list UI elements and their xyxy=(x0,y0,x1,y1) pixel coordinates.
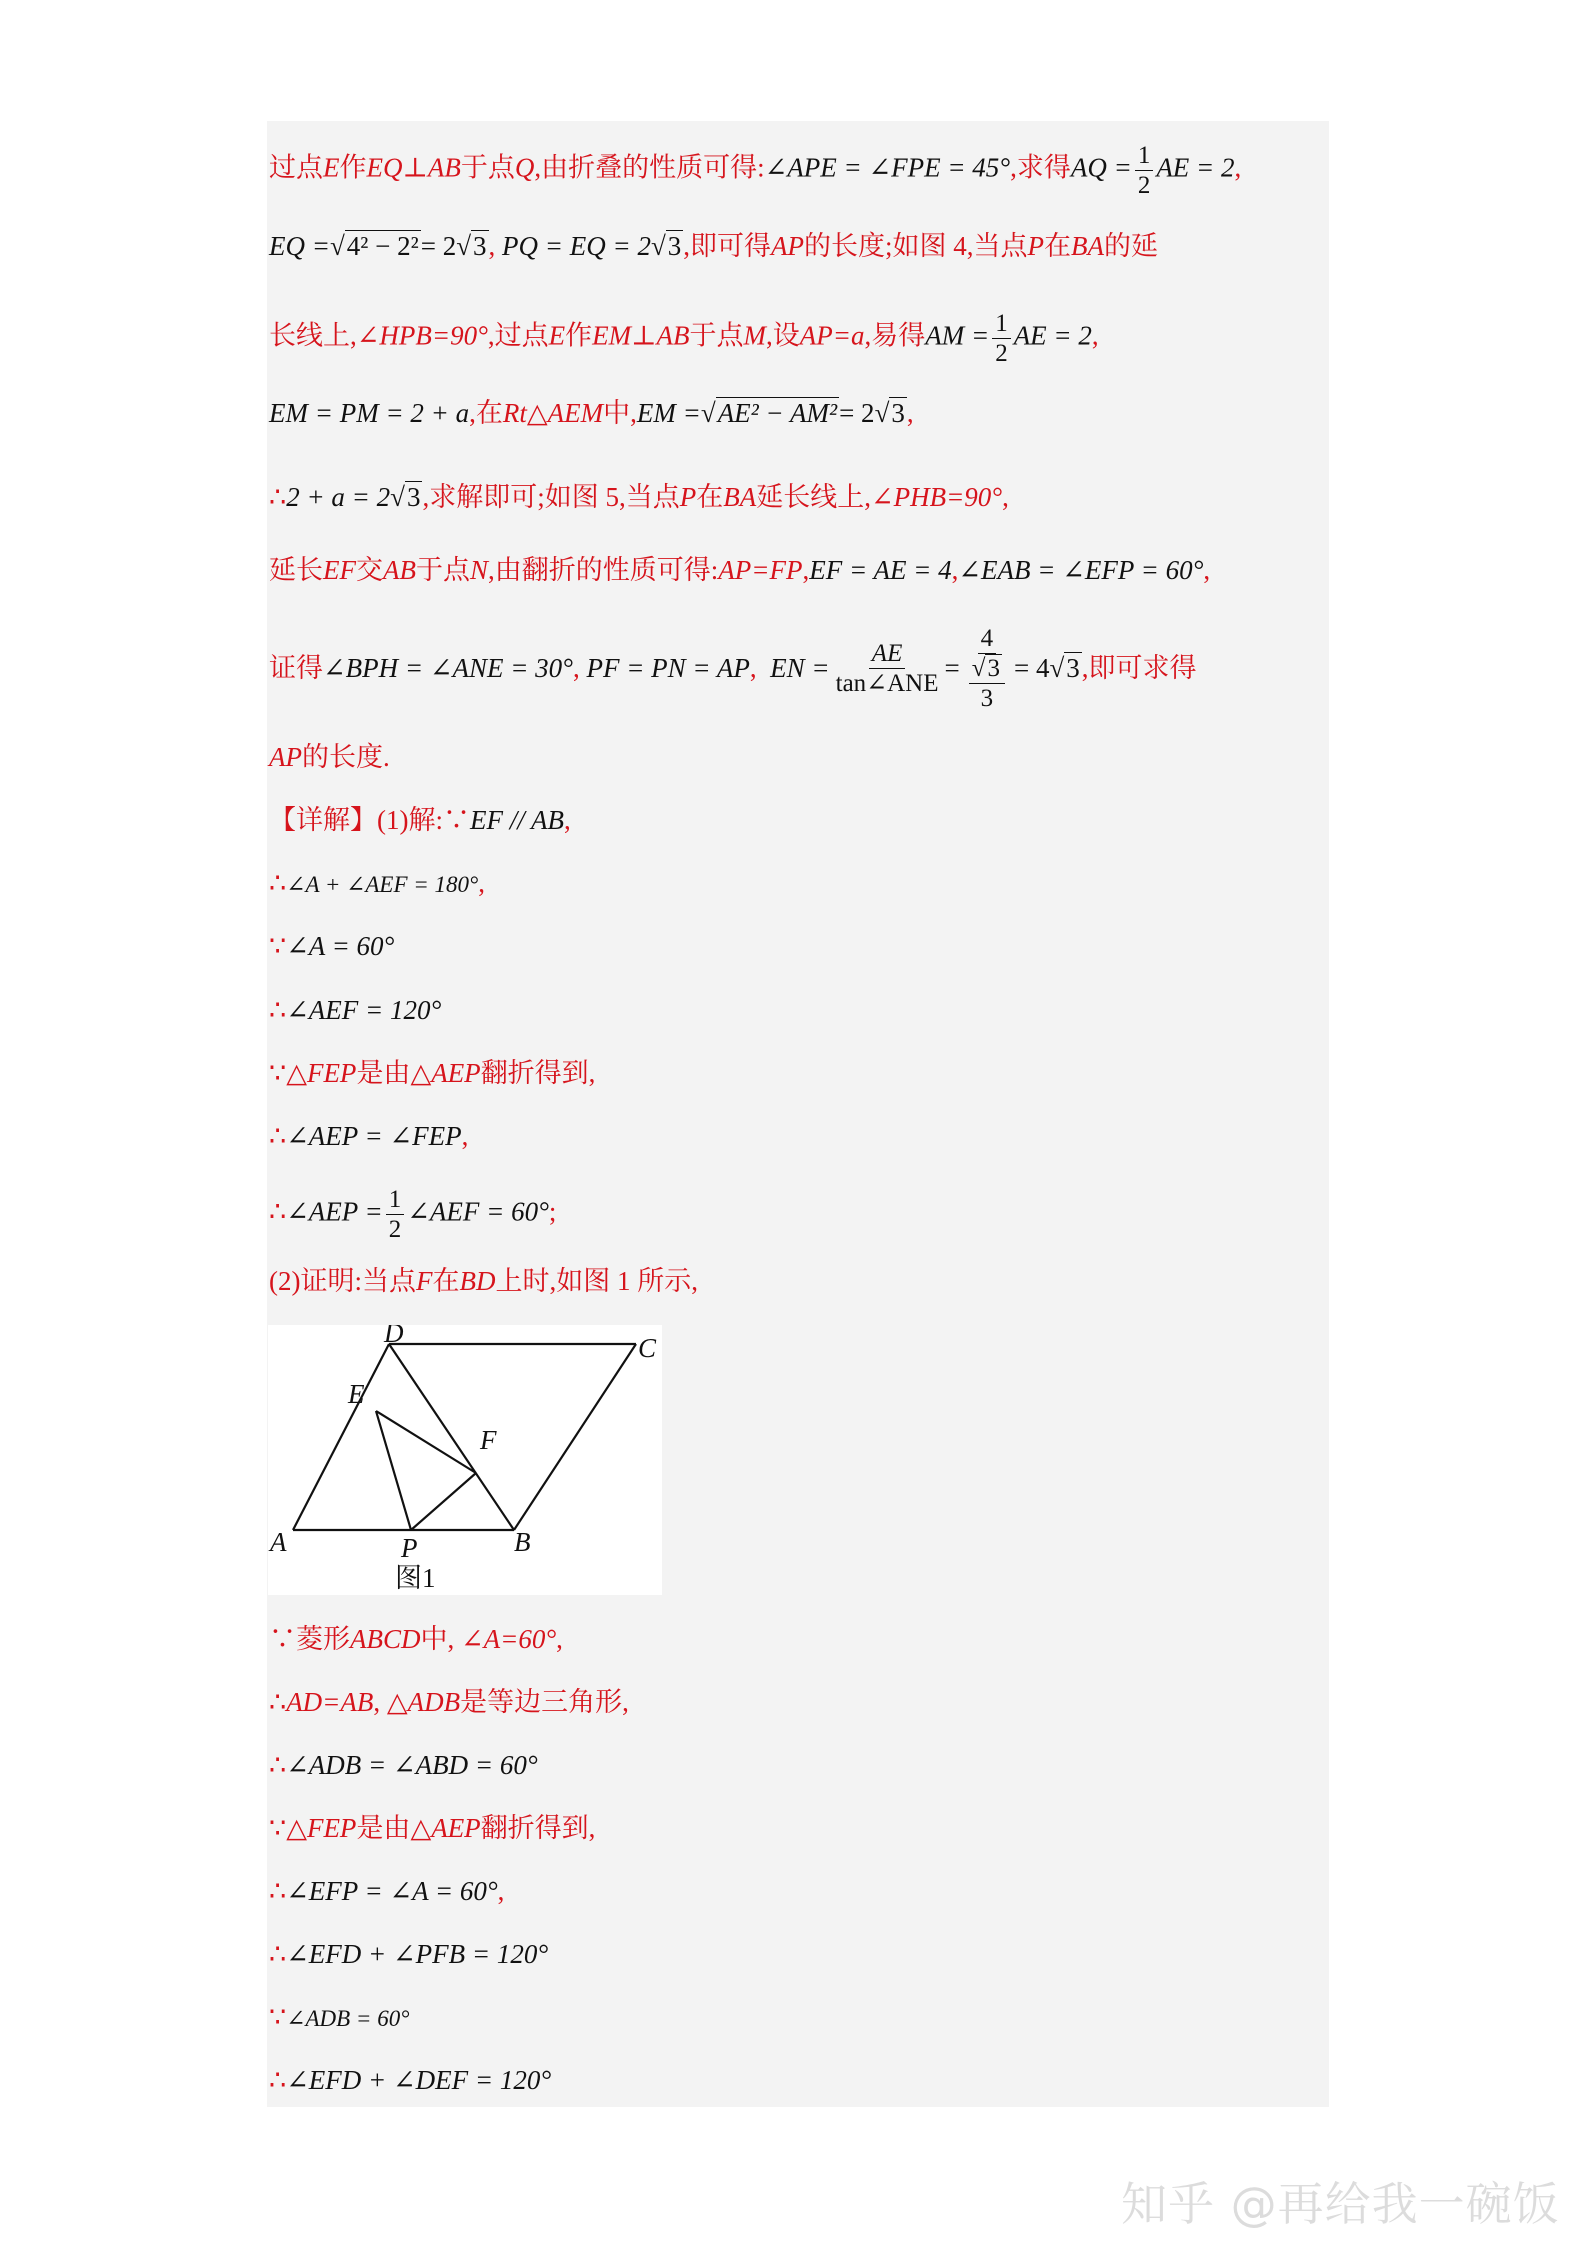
label-B: B xyxy=(514,1527,531,1557)
text: ,求解即可;如图 5,当点 xyxy=(422,482,680,512)
sqrt: √3 xyxy=(650,231,682,261)
math-expr: EN = xyxy=(770,653,830,683)
text: ,在 xyxy=(469,398,503,428)
denominator: tan∠ANE xyxy=(835,669,939,697)
math-expr: ∠A = 60° xyxy=(286,931,395,961)
text: 延长线上, xyxy=(756,482,871,512)
solution-line-3 xyxy=(269,311,1099,366)
math-expr: ∠EFD + ∠DEF = 120° xyxy=(286,2065,552,2095)
text: 在 xyxy=(432,1266,460,1296)
therefore-symbol: ∴ xyxy=(269,1196,287,1227)
math-var: N xyxy=(470,555,489,585)
because-symbol: ∵ xyxy=(269,1058,287,1088)
detail-line-2 xyxy=(269,866,485,902)
sqrt: √AE² − AM² xyxy=(700,398,838,428)
text: 过点 xyxy=(269,152,323,183)
radicand: 3 xyxy=(667,231,682,261)
text: (2)证明:当点 xyxy=(269,1266,416,1296)
text: 于点 xyxy=(689,320,744,351)
math-expr: ∠BPH = ∠ANE = 30° xyxy=(323,653,573,683)
math-var: M xyxy=(743,320,766,351)
proof-line-3 xyxy=(269,1748,538,1782)
text: , xyxy=(1203,555,1211,585)
solution-line-5 xyxy=(269,480,1009,514)
math-expr: = 2 xyxy=(839,398,875,428)
math-expr: = xyxy=(944,653,960,683)
proof-line-5 xyxy=(269,1874,504,1908)
math-var: AP xyxy=(771,231,805,261)
because-symbol: ∵ xyxy=(269,2002,287,2032)
numerator: 1 xyxy=(386,1187,405,1215)
numerator: 1 xyxy=(992,311,1011,339)
math-var: BD xyxy=(459,1266,496,1296)
math-expr: ∠ADB = 60° xyxy=(286,2006,410,2031)
inner-fraction xyxy=(969,656,1005,711)
text: 是等边三角形, xyxy=(460,1687,629,1717)
because-symbol: ∵ xyxy=(269,931,287,961)
math-expr: △FEP xyxy=(286,1813,357,1843)
fraction xyxy=(992,311,1011,366)
text: 中, xyxy=(420,1624,455,1654)
text: , xyxy=(373,1687,381,1717)
math-expr: AP=FP xyxy=(718,555,803,585)
math-var: P xyxy=(679,482,697,512)
math-expr: ∠APE = ∠FPE = 45° xyxy=(764,152,1011,183)
detail-line-3 xyxy=(269,929,394,963)
text: 上时,如图 1 所示, xyxy=(495,1266,698,1296)
math-var: AEM xyxy=(547,398,604,428)
solution-line-7 xyxy=(269,613,1197,723)
label-C: C xyxy=(638,1333,657,1363)
radicand: 3 xyxy=(1066,653,1080,683)
label-P: P xyxy=(401,1533,418,1563)
math-var: BA xyxy=(723,482,757,512)
side-CB xyxy=(514,1344,636,1530)
radicand: 4² − 2² xyxy=(346,231,419,261)
math-expr: △ADB xyxy=(386,1687,461,1717)
detail-line-1 xyxy=(269,803,571,837)
radicand: 3 xyxy=(473,231,487,261)
sqrt: √3 xyxy=(969,656,1005,684)
text: 中, xyxy=(603,398,637,428)
math-var: Q xyxy=(514,152,535,183)
math-var: EF xyxy=(323,555,356,585)
text: 的长度;如图 4,当点 xyxy=(804,231,1028,261)
text: 的延 xyxy=(1104,231,1159,261)
text: 证得 xyxy=(269,653,323,683)
math-expr: ∠A=60° xyxy=(461,1624,557,1654)
proof-line-1 xyxy=(269,1622,563,1656)
math-expr: EM⊥AB xyxy=(592,320,690,351)
math-var: E xyxy=(323,152,340,183)
math-var: P xyxy=(1027,231,1045,261)
math-expr: ∠EFP = ∠A = 60° xyxy=(286,1876,498,1906)
text: 延长 xyxy=(269,555,323,585)
sqrt: √3 xyxy=(390,482,421,512)
math-expr: EF = AE = 4 xyxy=(809,555,952,585)
radicand: 3 xyxy=(406,482,421,512)
proof-line-4 xyxy=(269,1811,595,1845)
math-expr: PQ = EQ = 2 xyxy=(502,231,651,261)
radicand: 3 xyxy=(987,654,1000,682)
text: 作 xyxy=(339,152,367,183)
math-var: ABCD xyxy=(350,1624,421,1654)
denominator: 2 xyxy=(388,1216,402,1243)
math-expr: 2 + a = 2 xyxy=(286,482,391,512)
solution-line-4 xyxy=(269,396,914,430)
math-expr: ∠A + ∠AEF = 180° xyxy=(286,872,479,897)
text: , xyxy=(1091,320,1099,351)
text: , xyxy=(1002,482,1009,512)
math-expr: ∠EAB = ∠EFP = 60° xyxy=(958,555,1204,585)
math-expr: ∠PHB=90° xyxy=(870,482,1003,512)
label-D: D xyxy=(384,1325,404,1348)
math-expr: ∠ADB = ∠ABD = 60° xyxy=(286,1750,538,1780)
math-var: AB xyxy=(383,555,416,585)
fraction xyxy=(1135,143,1154,198)
text: ; xyxy=(548,1196,557,1227)
side-AD xyxy=(293,1344,389,1530)
text: ,即可求得 xyxy=(1081,653,1197,683)
because-symbol: ∵ xyxy=(269,1813,287,1843)
text: 长线上, xyxy=(269,320,357,351)
text: , xyxy=(478,868,486,898)
label-A: A xyxy=(270,1527,287,1557)
solution-line-6 xyxy=(269,553,1210,587)
detail-line-8 xyxy=(269,1264,698,1298)
therefore-symbol: ∴ xyxy=(269,1939,287,1969)
text: , xyxy=(556,1624,563,1654)
math-var: AP xyxy=(269,742,302,772)
numerator: AE xyxy=(869,641,906,669)
fraction xyxy=(833,641,942,696)
math-expr: ∠AEP = xyxy=(286,1196,383,1227)
math-var: E xyxy=(548,320,566,351)
solution-line-1 xyxy=(269,143,1241,198)
complex-fraction xyxy=(963,626,1011,711)
radicand: 3 xyxy=(891,398,905,428)
denominator: 2 xyxy=(995,340,1008,367)
detail-line-6 xyxy=(269,1119,468,1153)
math-expr: EF // AB xyxy=(469,805,564,835)
text: ,由翻折的性质可得: xyxy=(488,555,719,585)
figure-svg xyxy=(268,1325,662,1595)
text: 翻折得到, xyxy=(480,1058,596,1088)
therefore-symbol: ∴ xyxy=(269,1687,287,1717)
label-F: F xyxy=(480,1425,497,1455)
text: 在 xyxy=(696,482,724,512)
segment-PF xyxy=(411,1473,476,1530)
text: , xyxy=(802,555,810,585)
math-expr: △AEP xyxy=(410,1058,481,1088)
label-E: E xyxy=(348,1379,365,1409)
proof-line-8 xyxy=(269,2063,551,2097)
math-expr: ∠AEF = 60° xyxy=(407,1196,549,1227)
text: ∵菱形 xyxy=(269,1624,350,1654)
math-expr: = 4 xyxy=(1013,653,1050,683)
math-expr: EQ⊥AB xyxy=(366,152,461,183)
math-expr: AP=a xyxy=(799,320,865,351)
math-var: Rt xyxy=(502,398,527,428)
text: 作 xyxy=(565,320,593,351)
text: 是由 xyxy=(356,1813,411,1843)
proof-line-7 xyxy=(269,2000,409,2036)
section-heading: 【详解】 xyxy=(269,805,377,835)
text: 于点 xyxy=(460,152,515,183)
therefore-symbol: ∴ xyxy=(269,2065,287,2095)
text: , xyxy=(906,398,914,428)
therefore-symbol: ∴ xyxy=(269,1876,287,1906)
text: , xyxy=(572,653,580,683)
figure-caption: 图1 xyxy=(395,1563,436,1593)
rhombus-figure xyxy=(268,1325,662,1595)
math-expr: ∠HPB=90° xyxy=(356,320,488,351)
radicand: AE² − AM² xyxy=(717,398,838,428)
therefore-symbol: ∴ xyxy=(269,868,287,898)
text: ,即可得 xyxy=(683,231,772,261)
text: 是由 xyxy=(356,1058,411,1088)
math-expr: EM = xyxy=(636,398,701,428)
text: 于点 xyxy=(416,555,470,585)
denominator: 2 xyxy=(1137,172,1151,199)
triangle-symbol: △ xyxy=(526,398,548,428)
text: ,过点 xyxy=(487,320,549,351)
therefore-symbol: ∴ xyxy=(269,1750,287,1780)
math-expr: AD=AB xyxy=(286,1687,374,1717)
text: 交 xyxy=(356,555,383,585)
sqrt: √3 xyxy=(456,231,487,261)
text: (1)解:∵ xyxy=(377,805,470,835)
math-expr: ∠AEF = 120° xyxy=(286,995,442,1025)
detail-line-7 xyxy=(269,1187,556,1242)
proof-line-2 xyxy=(269,1685,629,1719)
text: ,易得 xyxy=(864,320,926,351)
text: , xyxy=(1234,152,1242,183)
text: , xyxy=(461,1121,469,1151)
math-expr: EM = PM = 2 + a xyxy=(269,398,470,428)
math-expr: AE = 2 xyxy=(1013,320,1092,351)
numerator: 4 xyxy=(978,626,997,654)
text: 的长度. xyxy=(302,742,390,772)
math-expr: AM = xyxy=(925,320,990,351)
solution-line-8 xyxy=(269,740,390,774)
text: , xyxy=(563,805,571,835)
sqrt: √3 xyxy=(1049,653,1080,683)
fraction xyxy=(386,1187,405,1242)
math-expr: AQ = xyxy=(1070,152,1132,183)
denominator xyxy=(963,654,1011,711)
text: 在 xyxy=(1044,231,1072,261)
text: 翻折得到, xyxy=(480,1813,596,1843)
math-var: F xyxy=(415,1266,433,1296)
sqrt: √4² − 2² xyxy=(329,231,419,261)
sqrt: √3 xyxy=(874,398,905,428)
solution-line-2 xyxy=(269,229,1158,263)
detail-line-5 xyxy=(269,1056,595,1090)
therefore-symbol: ∴ xyxy=(269,1121,287,1151)
watermark: 知乎 @再给我一碗饭 xyxy=(1121,2177,1560,2231)
math-expr: = 2 xyxy=(420,231,457,261)
math-expr: AE = 2 xyxy=(1156,152,1235,183)
math-expr: △AEP xyxy=(410,1813,481,1843)
therefore-symbol: ∴ xyxy=(269,482,287,512)
proof-line-6 xyxy=(269,1937,548,1971)
therefore-symbol: ∴ xyxy=(269,995,287,1025)
text: ,设 xyxy=(766,320,800,351)
math-expr: ∠EFD + ∠PFB = 120° xyxy=(286,1939,549,1969)
math-expr: △FEP xyxy=(286,1058,357,1088)
math-expr: EQ = xyxy=(269,231,330,261)
text: , xyxy=(951,555,959,585)
text: , xyxy=(497,1876,505,1906)
text: ,由折叠的性质可得: xyxy=(534,152,765,183)
text: , xyxy=(488,231,496,261)
text: ,求得 xyxy=(1010,152,1071,183)
text: , xyxy=(749,653,757,683)
math-expr: PF = PN = AP xyxy=(586,653,750,683)
detail-line-4 xyxy=(269,993,441,1027)
numerator: 1 xyxy=(1135,143,1154,171)
denominator: 3 xyxy=(980,684,994,712)
math-expr: ∠AEP = ∠FEP xyxy=(286,1121,462,1151)
math-var: BA xyxy=(1071,231,1105,261)
